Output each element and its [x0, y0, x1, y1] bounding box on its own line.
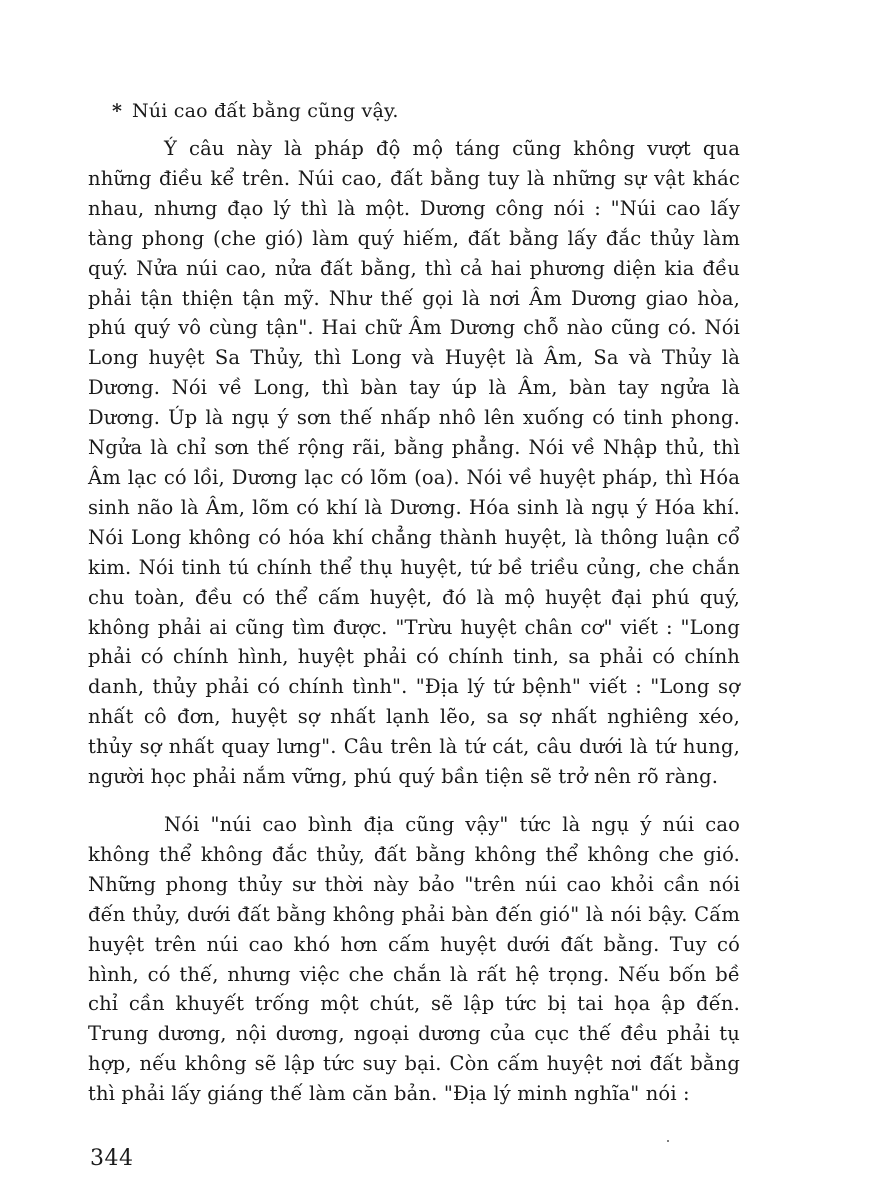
page-number: 344	[90, 1146, 134, 1171]
section-heading	[112, 98, 399, 124]
paragraph-2: Nói "núi cao bình địa cũng vậy" tức là ngụ ý núi cao không thể không đắc thủy, đất bằng không thể không che gió. Những phong thủy sư thời này bảo "trên núi cao khỏi cần nói đến thủy, dưới đất bằng không phải bàn đến gió" là nói bậy. Cấm huyệt trên núi cao khó hơn cấm huyệt dưới đất bằng. Tuy có hình, có thế, nhưng việc che chắn là rất hệ trọng. Nếu bốn bề chỉ cần khuyết trống một chút, sẽ lập tức bị tai họa ập đến. Trung dương, nội dương, ngoại dương của cục thế đều phải tụ hợp, nếu không sẽ lập tức suy bại. Còn cấm huyệt nơi đất bằng thì phải lấy giáng thế làm căn bản. "Địa lý minh nghĩa" nói :	[88, 813, 740, 1106]
heading-text: Núi cao đất bằng cũng vậy.	[132, 100, 399, 122]
paragraph-1: Ý câu này là pháp độ mộ táng cũng không vượt qua những điều kể trên. Núi cao, đất bằng tuy là những sự vật khác nhau, nhưng đạo lý thì là một. Dương công nói : "Núi cao lấy tàng phong (che gió) làm quý hiếm, đất bằng lấy đắc thủy làm quý. Nửa núi cao, nửa đất bằng, thì cả hai phương diện kia đều phải tận thiện tận mỹ. Như thế gọi là nơi Âm Dương giao hòa, phú quý vô cùng tận". Hai chữ Âm Dương chỗ nào cũng có. Nói Long huyệt Sa Thủy, thì Long và Huyệt là Âm, Sa và Thủy là Dương. Nói về Long, thì bàn tay úp là Âm, bàn tay ngửa là Dương. Úp là ngụ ý sơn thế nhấp nhô lên xuống có tinh phong. Ngửa là chỉ sơn thế rộng rãi, bằng phẳng. Nói về Nhập thủ, thì Âm lạc có lồi, Dương lạc có lõm (oa). Nói về huyệt pháp, thì Hóa sinh não là Âm, lõm có khí là Dương. Hóa sinh là ngụ ý Hóa khí. Nói Long không có hóa khí chẳng thành huyệt, là thông luận cổ kim. Nói tinh tú chính thể thụ huyệt, tứ bề triều củng, che chắn chu toàn, đều có thể cấm huyệt, đó là mộ huyệt đại phú quý, không phải ai cũng tìm được. "Trừu huyệt chân cơ" viết : "Long phải có chính hình, huyệt phải có chính tinh, sa phải có chính danh, thủy phải có chính tình". "Địa lý tứ bệnh" viết : "Long sợ nhất cô đơn, huyệt sợ nhất lạnh lẽo, sa sợ nhất nghiêng xéo, thủy sợ nhất quay lưng". Câu trên là tứ cát, câu dưới là tứ hung, người học phải nắm vững, phú quý bần tiện sẽ trở nên rõ ràng.	[88, 137, 740, 789]
heading-bullet: *	[112, 100, 123, 122]
scan-speck	[667, 1140, 669, 1142]
